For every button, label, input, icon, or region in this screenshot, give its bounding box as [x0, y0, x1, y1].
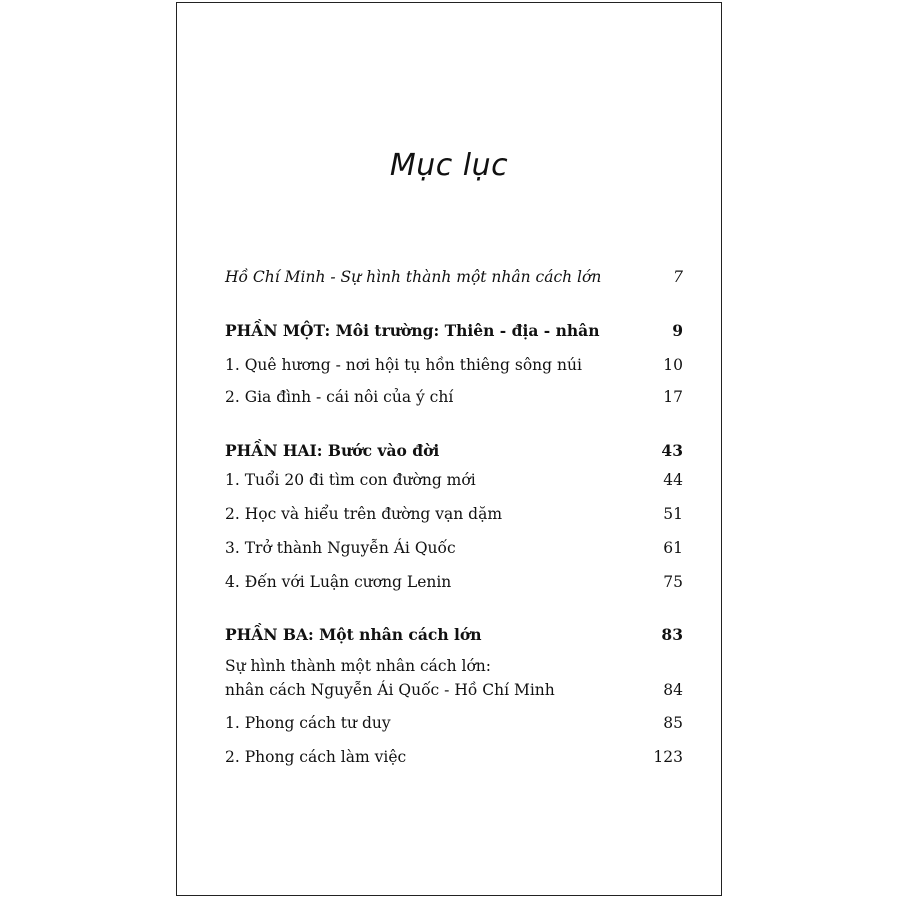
toc-entry-page: 123 [653, 748, 683, 766]
toc-entry-label: PHẦN MỘT: Môi trường: Thiên - địa - nhân [225, 321, 600, 340]
toc-entry-page: 61 [663, 539, 683, 557]
toc-entry-label: 1. Phong cách tư duy [225, 714, 391, 732]
toc-entry-label: nhân cách Nguyễn Ái Quốc - Hồ Chí Minh [225, 681, 555, 699]
toc-entry [225, 745, 683, 769]
toc-entry [225, 711, 683, 735]
toc-entry-multiline-line1 [225, 654, 683, 678]
toc-entry [225, 385, 683, 409]
toc-entry-label: Hồ Chí Minh - Sự hình thành một nhân cách lớn [225, 268, 602, 286]
toc-entry-page: 85 [663, 714, 683, 732]
toc-entry [225, 353, 683, 377]
toc-entry-label: 2. Gia đình - cái nôi của ý chí [225, 388, 454, 406]
toc-entry [225, 570, 683, 594]
toc-entry-multiline-line2 [225, 678, 683, 702]
toc-entry-label: 2. Học và hiểu trên đường vạn dặm [225, 505, 503, 523]
toc-entry-label: 4. Đến với Luận cương Lenin [225, 573, 452, 591]
toc-entry [225, 502, 683, 526]
toc-entry-page: 10 [663, 356, 683, 374]
book-page [176, 2, 722, 896]
toc-entry-label: 1. Quê hương - nơi hội tụ hồn thiêng sông núi [225, 356, 582, 374]
toc-entry-page: 9 [672, 321, 683, 340]
toc-entry [225, 536, 683, 560]
toc-entry-part-one [225, 319, 683, 343]
toc-entry-page: 83 [661, 625, 683, 644]
toc-entry-part-two [225, 439, 683, 463]
toc-entry-label: PHẦN HAI: Bước vào đời [225, 441, 440, 460]
toc-entry [225, 468, 683, 492]
toc-entry-page: 84 [663, 681, 683, 699]
toc-entry-label: 3. Trở thành Nguyễn Ái Quốc [225, 539, 456, 557]
toc-entry-label: 1. Tuổi 20 đi tìm con đường mới [225, 471, 476, 489]
toc-entry-label: Sự hình thành một nhân cách lớn: [225, 657, 492, 675]
toc-entry-intro [225, 265, 683, 289]
toc-entry-page: 43 [661, 441, 683, 460]
page-title: Mục lục [389, 148, 509, 183]
toc-entry-page: 44 [663, 471, 683, 489]
toc-entry-part-three [225, 623, 683, 647]
toc-entry-page: 17 [663, 388, 683, 406]
toc-entry-page: 75 [663, 573, 683, 591]
toc-entry-label: PHẦN BA: Một nhân cách lớn [225, 625, 482, 644]
toc-entry-label: 2. Phong cách làm việc [225, 748, 407, 766]
toc-entry-page: 51 [663, 505, 683, 523]
toc-entry-page: 7 [673, 268, 683, 286]
